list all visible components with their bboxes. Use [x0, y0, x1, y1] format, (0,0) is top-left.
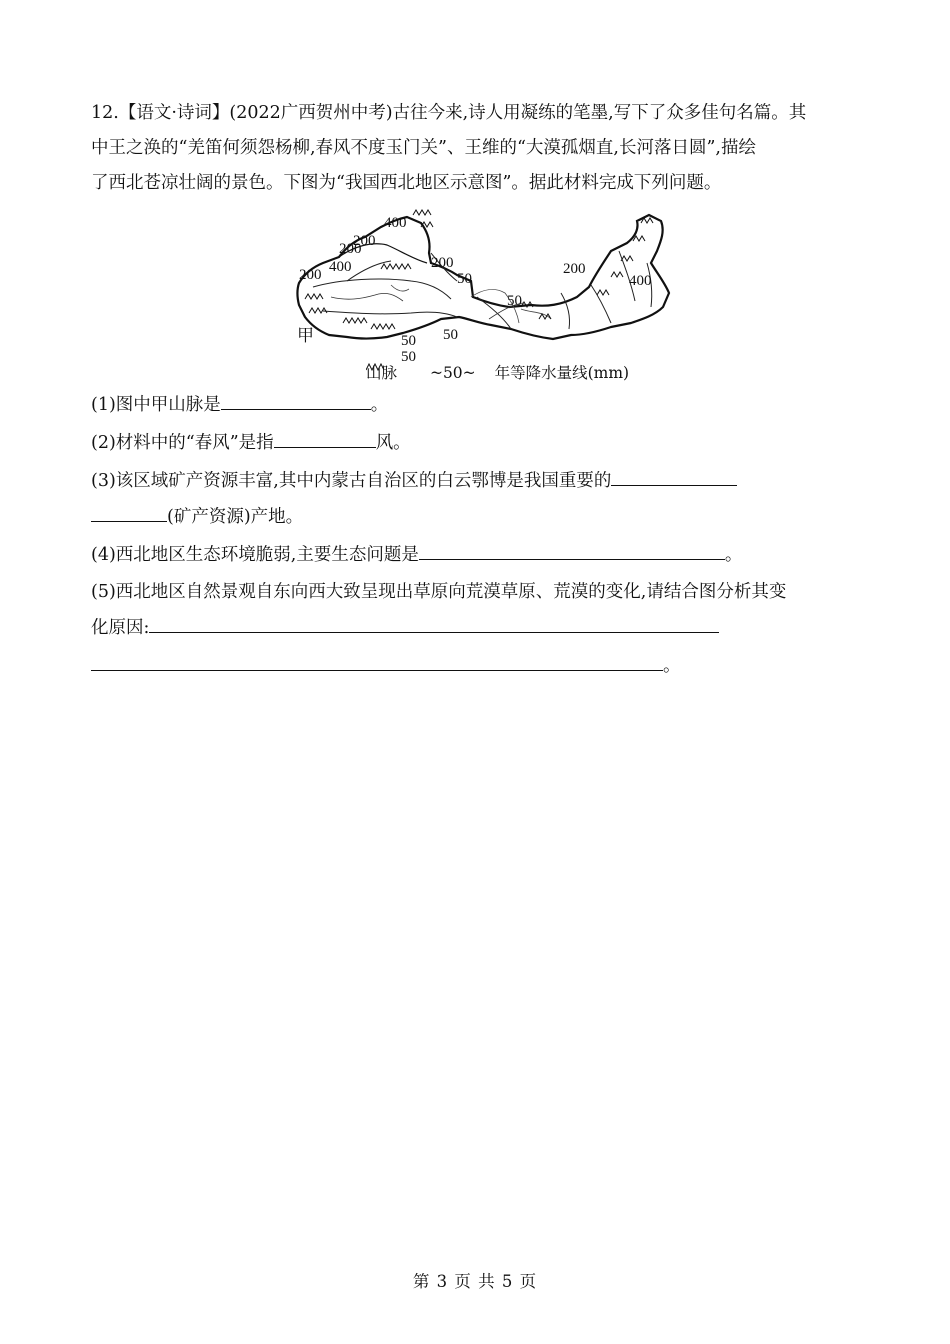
q5-end: 。: [663, 656, 681, 676]
question-stem-line-1: 12.【语文·诗词】(2022广西贺州中考)古往今来,诗人用凝练的笔墨,写下了众多佳句名篇。其: [91, 103, 807, 123]
contour-label-400-b: 400: [329, 259, 352, 275]
q3-answer-blank-part1[interactable]: [611, 463, 737, 486]
mountain-icon-group: [305, 210, 653, 329]
q5-answer-blank-part1[interactable]: [149, 610, 719, 633]
q4-text: (4)西北地区生态环境脆弱,主要生态问题是: [91, 545, 419, 565]
q1-answer-blank[interactable]: [221, 387, 371, 410]
contour-label-50-a: 50: [457, 271, 472, 287]
northwest-china-map-figure: [91, 201, 861, 382]
northwest-map-svg: [91, 201, 861, 379]
contour-label-400-a: 400: [384, 215, 407, 231]
page-footer: 第 3 页 共 5 页: [412, 1272, 538, 1291]
contour-label-200-b: 200: [339, 241, 362, 257]
contour-label-50-d: 50: [401, 333, 416, 349]
mountain-legend-icon: [366, 361, 384, 371]
subquestion-5-line2: [91, 610, 861, 646]
q3-text: (3)该区域矿产资源丰富,其中内蒙古自治区的白云鄂博是我国重要的: [91, 471, 612, 491]
mountain-jia-label: 甲: [297, 326, 314, 346]
q4-answer-blank[interactable]: [419, 537, 725, 560]
legend-mountain-item: [366, 364, 416, 382]
q2-answer-blank[interactable]: [274, 425, 376, 448]
q4-end: 。: [724, 545, 743, 565]
subquestion-4: [91, 537, 861, 573]
q3-answer-blank-part2[interactable]: [91, 499, 167, 522]
subquestion-5-line1: (5)西北地区自然景观自东向西大致呈现出草原向荒漠草原、荒漠的变化,请结合图分析其变: [91, 582, 787, 602]
legend-mountain-label: 山脉: [366, 364, 398, 382]
legend-isoline-label: 年等降水量线(mm): [494, 364, 630, 382]
subquestion-2: [91, 425, 861, 461]
subquestion-3-cont: [91, 499, 861, 535]
question-stem-line-2: 中王之涣的“羌笛何须怨杨柳,春风不度玉门关”、王维的“大漠孤烟直,长河落日圆”,描绘: [91, 138, 756, 158]
question-stem-line-3: 了西北苍凉壮阔的景色。下图为“我国西北地区示意图”。据此材料完成下列问题。: [91, 173, 722, 193]
contour-label-50-b: 50: [507, 293, 522, 309]
q3-end: (矿产资源)产地。: [167, 507, 304, 527]
contour-label-200-e: 200: [563, 261, 586, 277]
contour-label-200-d: 200: [431, 255, 454, 271]
q2-end: 风。: [375, 433, 411, 453]
map-legend: [366, 361, 643, 383]
q1-text: (1)图中甲山脉是: [91, 395, 221, 415]
contour-label-200-c: 200: [299, 267, 322, 283]
contour-label-50-e: 50: [401, 349, 416, 365]
q2-text: (2)材料中的“春风”是指: [91, 433, 274, 453]
q5-text: 化原因:: [91, 618, 150, 638]
contour-label-50-c: 50: [443, 327, 458, 343]
legend-isoline-symbol: ~50~: [429, 364, 476, 382]
contour-label-400-c: 400: [629, 273, 652, 289]
subquestion-1: [91, 387, 861, 423]
subquestion-5-line3: [91, 648, 861, 684]
q1-end: 。: [370, 395, 389, 415]
q5-answer-blank-part2[interactable]: [91, 648, 663, 671]
subquestion-3: [91, 463, 861, 499]
contour-label-200-a: 200: [353, 233, 376, 249]
question-page: [91, 96, 861, 684]
